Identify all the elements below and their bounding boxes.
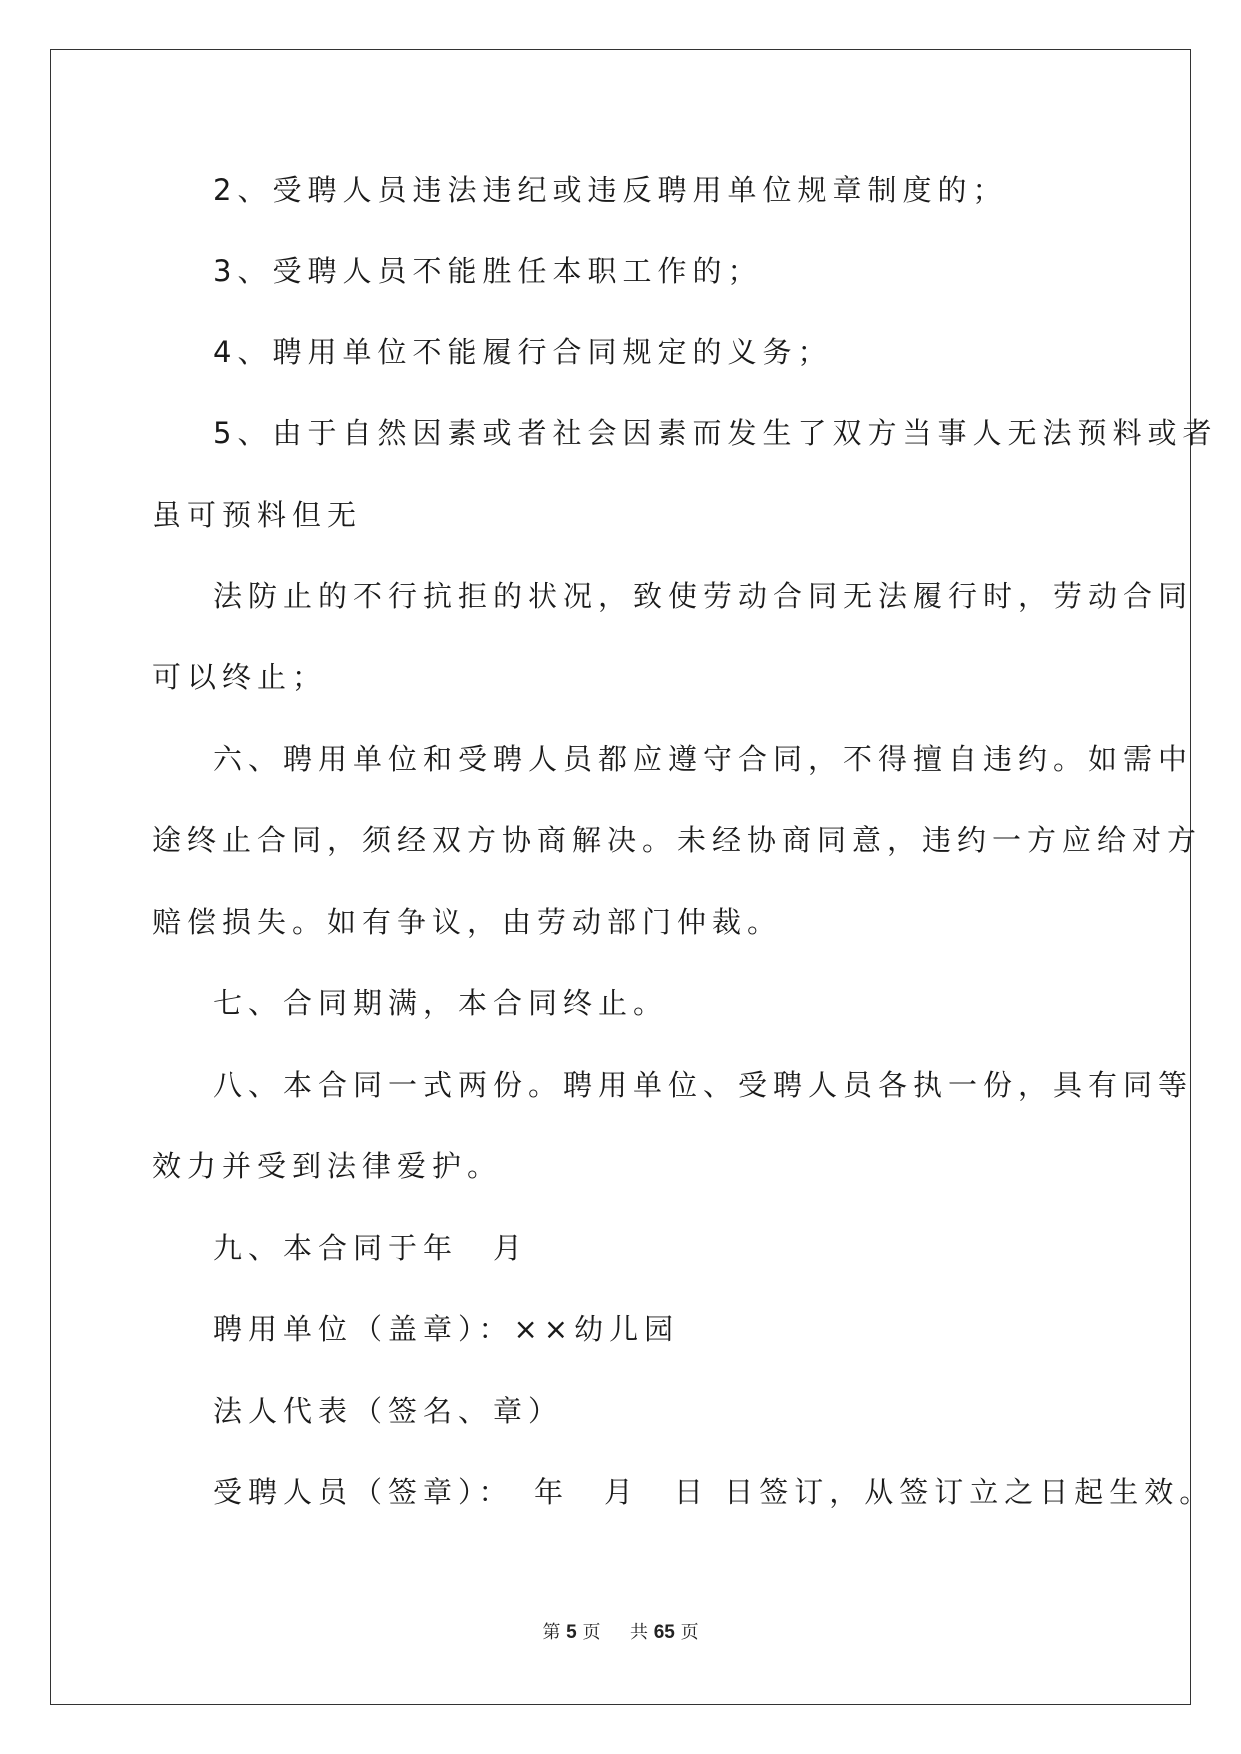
article-8-line-1: 八、本合同一式两份。聘用单位、受聘人员各执一份，具有同等 — [213, 1068, 1194, 1102]
footer-page-total: 65 — [653, 1622, 675, 1643]
footer-total-suffix: 页 — [680, 1622, 699, 1643]
clause-5-line-1: 5、由于自然因素或者社会因素而发生了双方当事人无法预料或者 — [213, 416, 1218, 450]
article-9: 九、本合同于年 月 — [213, 1231, 529, 1265]
footer-page-current: 5 — [566, 1622, 577, 1643]
clause-5-line-3: 法防止的不行抗拒的状况，致使劳动合同无法履行时，劳动合同 — [213, 579, 1194, 613]
footer-page-prefix: 第 — [542, 1622, 561, 1643]
footer-total-prefix: 共 — [629, 1622, 648, 1643]
article-6-line-1: 六、聘用单位和受聘人员都应遵守合同，不得擅自违约。如需中 — [213, 742, 1194, 776]
clause-2: 2、受聘人员违法违纪或违反聘用单位规章制度的； — [213, 173, 1008, 207]
article-6-line-3: 赔偿损失。如有争议，由劳动部门仲裁。 — [152, 905, 783, 939]
clause-5-line-4: 可以终止； — [152, 660, 328, 694]
legal-representative-line: 法人代表（签名、章） — [213, 1394, 564, 1428]
footer-page-mid: 页 — [582, 1622, 601, 1643]
employee-signature-line: 受聘人员（签章）： 年 月 日 日签订，从签订立之日起生效。 — [213, 1475, 1215, 1509]
clause-5-line-2: 虽可预料但无 — [152, 498, 363, 532]
clause-4: 4、聘用单位不能履行合同规定的义务； — [213, 335, 833, 369]
article-6-line-2: 途终止合同，须经双方协商解决。未经协商同意，违约一方应给对方 — [152, 823, 1203, 857]
page-footer — [0, 1618, 1241, 1644]
article-8-line-2: 效力并受到法律爱护。 — [152, 1149, 503, 1183]
clause-3: 3、受聘人员不能胜任本职工作的； — [213, 254, 763, 288]
article-7: 七、合同期满，本合同终止。 — [213, 986, 669, 1020]
employer-seal-line: 聘用单位（盖章）：××幼儿园 — [213, 1312, 680, 1346]
page-border — [50, 49, 1194, 1705]
